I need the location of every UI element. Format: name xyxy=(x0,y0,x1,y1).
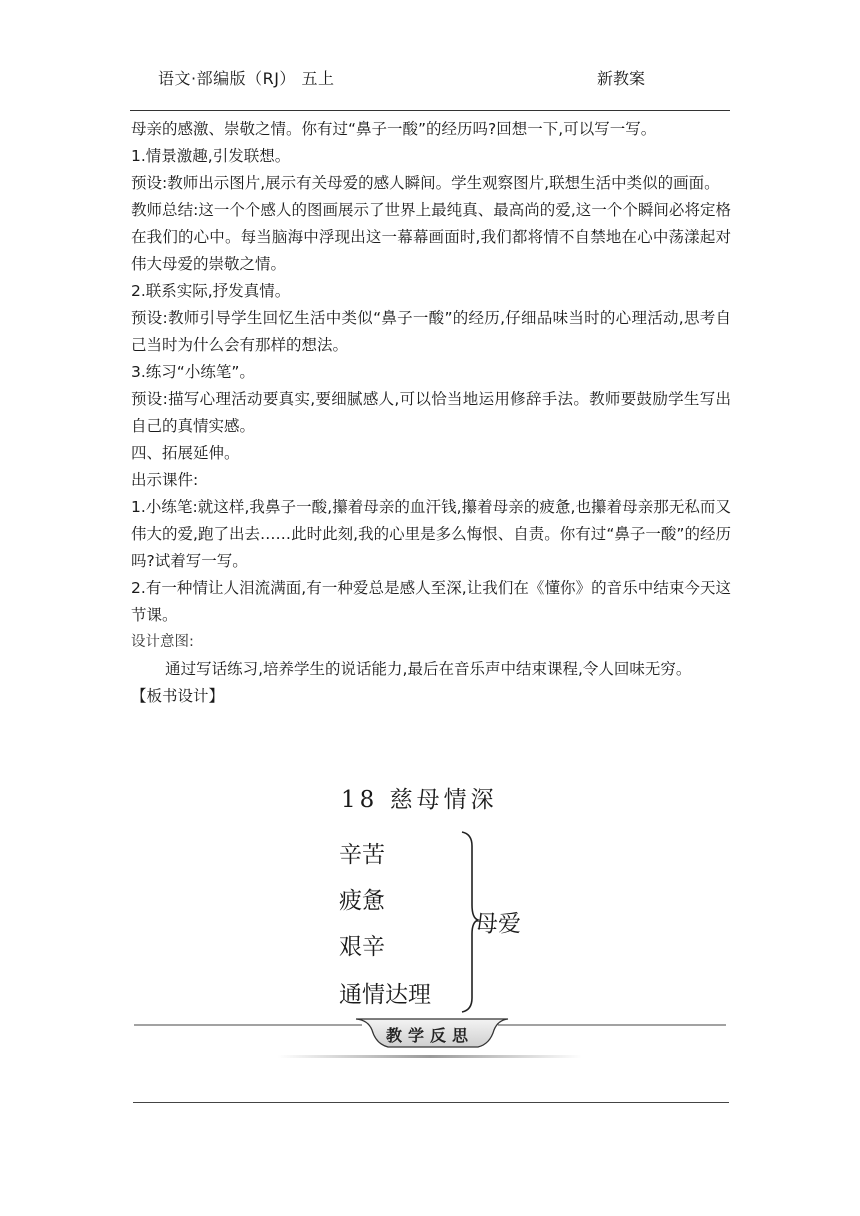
bottom-divider xyxy=(133,1102,729,1103)
paragraph-12: 2.有一种情让人泪流满面,有一种爱总是感人至深,让我们在《懂你》的音乐中结束今天这节课。 xyxy=(131,579,731,624)
design-intent-text: 通过写话练习,培养学生的说话能力,最后在音乐声中结束课程,令人回味无穷。 xyxy=(165,660,692,678)
design-intent-label: 设计意图: xyxy=(131,634,194,650)
paragraph-8: 预设:描写心理活动要真实,要细腻感人,可以恰当地运用修辞手法。教师要鼓励学生写出自己的真情实感。 xyxy=(131,390,731,435)
header-subject: 语文·部编版（RJ） 五上 xyxy=(158,69,335,88)
paragraph-10: 出示课件: xyxy=(131,471,199,489)
paragraph-6: 预设:教师引导学生回忆生活中类似“鼻子一酸”的经历,仔细品味当时的心理活动,思考自己当时为什么会有那样的想法。 xyxy=(131,309,731,354)
board-design-label: 【板书设计】 xyxy=(131,687,225,705)
header-type: 新教案 xyxy=(597,69,646,88)
paragraph-3: 预设:教师出示图片,展示有关母爱的感人瞬间。学生观察图片,联想生活中类似的画面。 xyxy=(131,174,720,192)
paragraph-2: 1.情景激趣,引发联想。 xyxy=(131,147,291,165)
board-item-2: 疲惫 xyxy=(339,888,385,914)
paragraph-7: 3.练习“小练笔”。 xyxy=(131,363,255,381)
board-item-1: 辛苦 xyxy=(339,842,385,868)
paragraph-11: 1.小练笔:就这样,我鼻子一酸,攥着母亲的血汗钱,攥着母亲的疲惫,也攥着母亲那无私而又伟大的爱,跑了出去……此时此刻,我的心里是多么悔恨、自责。你有过“鼻子一酸”的经历吗?试着写一写。 xyxy=(131,498,731,570)
board-summary: 母爱 xyxy=(475,911,521,937)
board-item-4: 通情达理 xyxy=(339,982,431,1008)
paragraph-1: 母亲的感激、崇敬之情。你有过“鼻子一酸”的经历吗?回想一下,可以写一写。 xyxy=(131,120,657,138)
paragraph-9: 四、拓展延伸。 xyxy=(131,444,240,462)
board-item-3: 艰辛 xyxy=(339,934,385,960)
board-title: 18 慈母情深 xyxy=(341,787,498,813)
paragraph-5: 2.联系实际,抒发真情。 xyxy=(131,282,291,300)
paragraph-4: 教师总结:这一个个感人的图画展示了世界上最纯真、最高尚的爱,这一个个瞬间必将定格在我们的心中。每当脑海中浮现出这一幕幕画面时,我们都将情不自禁地在心中荡漾起对伟大母爱的崇敬之情。 xyxy=(131,201,731,273)
reflection-title: 教学反思 xyxy=(386,1026,475,1045)
